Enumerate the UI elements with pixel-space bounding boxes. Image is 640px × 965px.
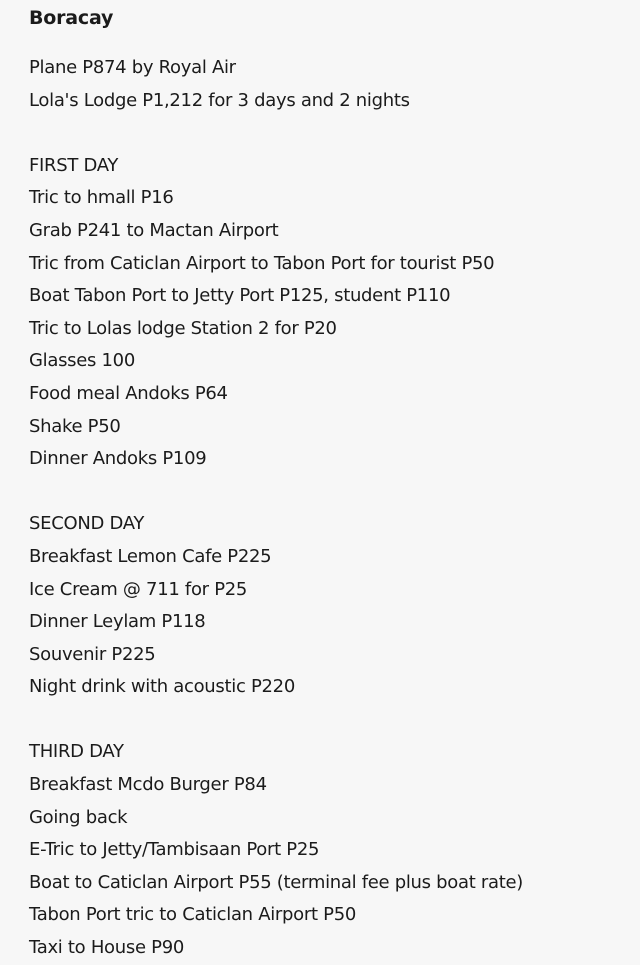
third-day-heading: THIRD DAY (29, 741, 124, 763)
expense-line: E-Tric to Jetty/Tambisaan Port P25 (29, 839, 320, 861)
blank-line (29, 476, 628, 509)
intro-section (29, 52, 628, 117)
first-day-section (29, 150, 628, 476)
note-title: Boracay (29, 7, 114, 29)
expense-line: Food meal Andoks P64 (29, 382, 228, 404)
expense-line: Boat to Caticlan Airport P55 (terminal fee plus boat rate) (29, 871, 524, 893)
expense-line: Tric to hmall P16 (29, 187, 174, 209)
expense-line: Dinner Andoks P109 (29, 448, 207, 470)
expense-line: Taxi to House P90 (29, 937, 185, 959)
expense-line: Tric from Caticlan Airport to Tabon Port for tourist P50 (29, 252, 495, 274)
expense-line: Breakfast Mcdo Burger P84 (29, 774, 267, 796)
expense-line: Breakfast Lemon Cafe P225 (29, 545, 272, 567)
expense-line: Shake P50 (29, 415, 121, 437)
expense-line: Boat Tabon Port to Jetty Port P125, student P110 (29, 285, 451, 307)
expense-line: Souvenir P225 (29, 643, 156, 665)
expense-line: Ice Cream @ 711 for P25 (29, 578, 248, 600)
expense-line: Going back (29, 806, 128, 828)
expense-line: Dinner Leylam P118 (29, 611, 206, 633)
first-day-heading: FIRST DAY (29, 154, 119, 176)
blank-line (29, 117, 628, 150)
expense-line: Night drink with acoustic P220 (29, 676, 295, 698)
intro-line: Lola's Lodge P1,212 for 3 days and 2 nights (29, 89, 410, 111)
expense-line: Tric to Lolas lodge Station 2 for P20 (29, 317, 337, 339)
blank-line (29, 704, 628, 737)
third-day-section (29, 736, 628, 964)
second-day-section (29, 508, 628, 704)
expense-line: Tabon Port tric to Caticlan Airport P50 (29, 904, 356, 926)
expense-line: Glasses 100 (29, 350, 135, 372)
intro-line: Plane P874 by Royal Air (29, 57, 236, 78)
expense-line: Grab P241 to Mactan Airport (29, 219, 279, 241)
second-day-heading: SECOND DAY (29, 513, 145, 535)
